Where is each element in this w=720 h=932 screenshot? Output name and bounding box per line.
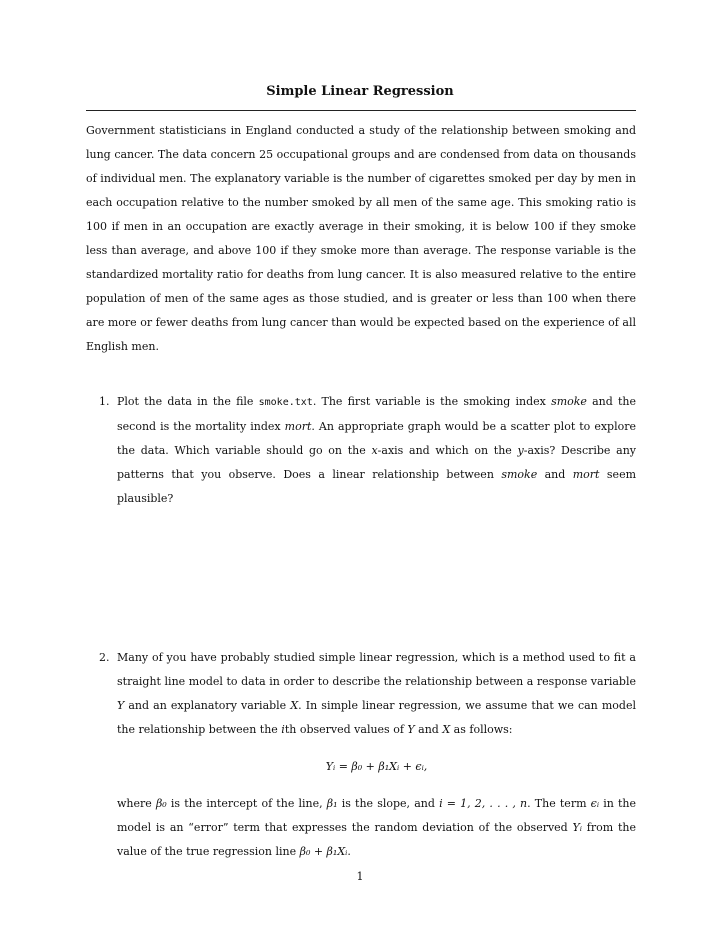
math: Yᵢ	[572, 821, 583, 834]
text: and the second is the mortality index	[117, 395, 636, 433]
math: β₀ + β₁Xᵢ	[299, 845, 348, 858]
text: from the value of the true regression line	[117, 821, 636, 858]
math: ϵᵢ	[590, 797, 600, 810]
question-2	[86, 646, 636, 864]
intro-paragraph: Government statisticians in England conducted a study of the relationship between smoking and lung cancer. The data concern 25 occupational groups and are condensed from data on thousands of individual men. The explanatory variable is the number of cigarettes smoked per day by men in each occupation relative to the number smoked by all men of the same age. This smoking ratio is 100 if men in an occupation are exactly average in their smoking, it is below 100 if they smoke less than average, and above 100 if they smoke more than average. The response variable is the standardized mortality ratio for deaths from lung cancer. It is also measured relative to the entire population of men of the same ages as those studied, and is greater or less than 100 when there are more or fewer deaths from lung cancer than would be expected based on the experience of all English men.	[86, 124, 636, 353]
variable: Y	[407, 723, 415, 736]
variable: X	[290, 699, 299, 712]
list-item	[86, 390, 636, 511]
variable: X	[442, 723, 451, 736]
text: seem plausible?	[117, 468, 637, 505]
text: and an explanatory variable	[124, 699, 291, 712]
variable: smoke	[501, 468, 538, 481]
item-number: 1.	[99, 395, 110, 408]
text: is the slope, and	[337, 797, 440, 810]
variable: x	[371, 444, 378, 457]
variable: mort	[572, 468, 600, 481]
variable: smoke	[551, 395, 587, 408]
text: and	[537, 468, 573, 481]
text: as follows:	[450, 723, 513, 736]
variable: i	[281, 723, 285, 736]
text: . The first variable is the smoking index	[312, 395, 552, 408]
text: th observed values of	[284, 723, 408, 736]
text: Many of you have probably studied simple linear regression, which is a method used to fit a straight line model to data in order to describe the relationship between a response variable	[117, 651, 636, 688]
text: is the intercept of the line,	[166, 797, 327, 810]
variable: Y	[117, 699, 125, 712]
text: -axis and which on the	[377, 444, 518, 457]
list-item	[86, 646, 636, 864]
variable: mort	[284, 420, 312, 433]
text: .	[347, 845, 351, 858]
text: . The term	[527, 797, 591, 810]
question-1	[86, 390, 636, 511]
item-number: 2.	[99, 651, 110, 664]
text: Plot the data in the file	[117, 395, 259, 408]
text: and	[414, 723, 443, 736]
text: . An appropriate graph would be a scatter plot to explore the data. Which variable should go on the	[117, 420, 636, 457]
math: β₁	[326, 797, 338, 810]
page-title: Simple Linear Regression	[266, 84, 454, 99]
equation-explanation	[117, 792, 636, 864]
text: -axis? Describe any patterns that you observe. Does a linear relationship between	[117, 444, 637, 481]
page-number: 1	[356, 870, 364, 883]
text: in the model is an “error” term that expresses the random deviation of the observed	[117, 797, 636, 834]
math: i = 1, 2, . . . , n	[439, 797, 528, 810]
text: . In simple linear regression, we assume that we can model the relationship between the	[117, 699, 636, 736]
filename: smoke.txt	[258, 397, 313, 408]
regression-equation: Yᵢ = β₀ + β₁Xᵢ + ϵᵢ,	[325, 760, 428, 773]
math: β₀	[155, 797, 167, 810]
variable: y	[517, 444, 524, 457]
text: where	[117, 797, 156, 810]
title-rule	[86, 110, 636, 111]
